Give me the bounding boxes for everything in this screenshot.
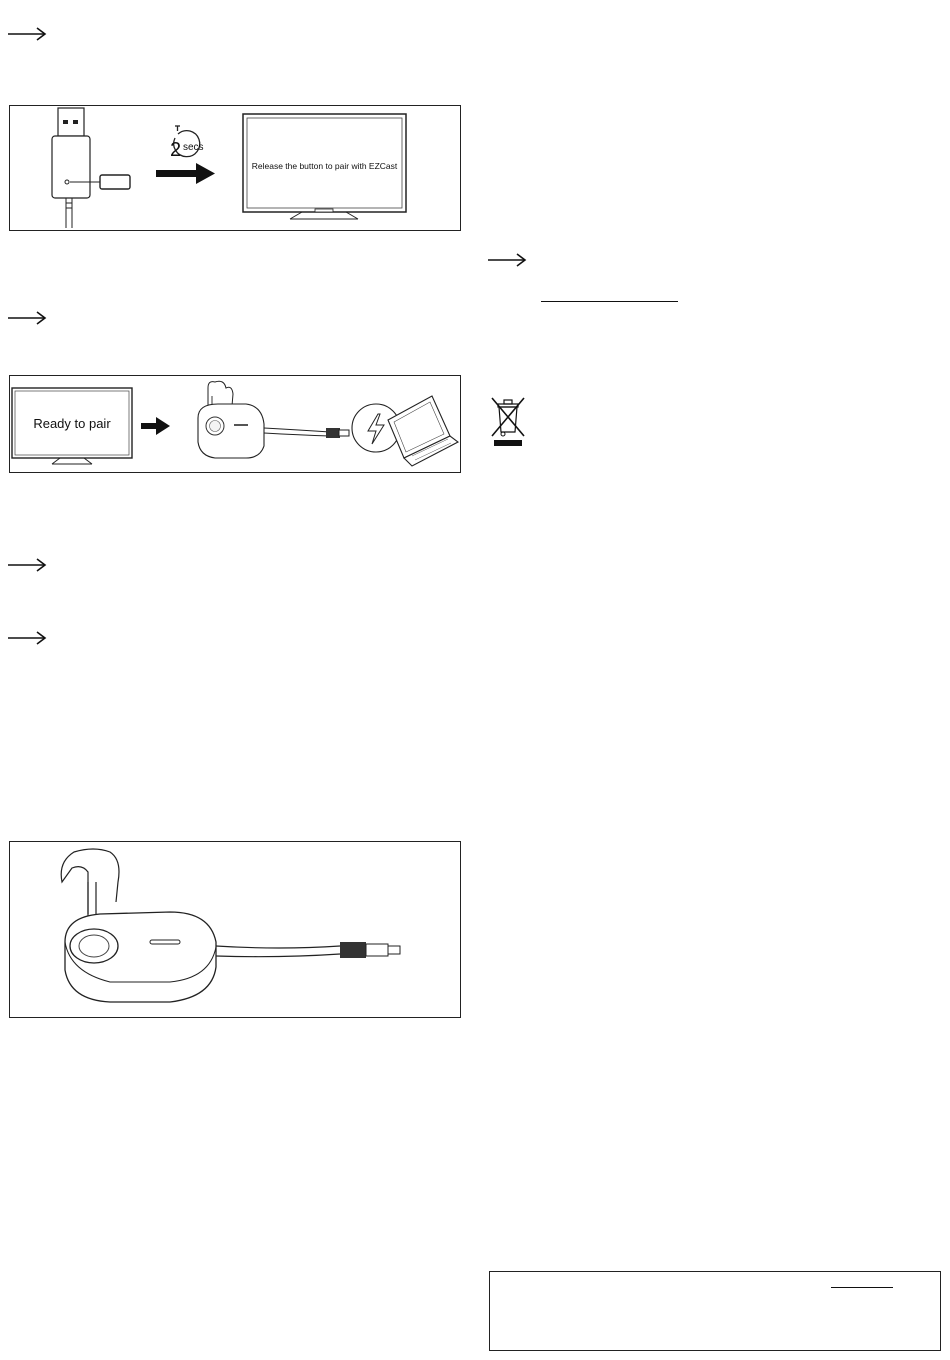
- timer-unit: secs: [183, 142, 204, 153]
- arrow-right-icon: [8, 630, 48, 646]
- tv-release-message: Release the button to pair with EZCast: [251, 161, 398, 171]
- footer-link-underline[interactable]: [831, 1287, 893, 1288]
- timer-value: 2: [170, 139, 182, 161]
- arrow-right-icon: [488, 252, 528, 268]
- arrow-right-icon: [8, 310, 48, 326]
- link-underline[interactable]: [541, 301, 678, 302]
- figure-usb-pairing: [9, 105, 461, 231]
- tv-ready-message: Ready to pair: [33, 416, 111, 431]
- button-device-illustration: [10, 842, 460, 1017]
- figure-press-button: [9, 841, 461, 1018]
- figure-ready-to-pair: [9, 375, 461, 473]
- footer-note-box: [489, 1271, 941, 1351]
- arrow-right-icon: [8, 26, 48, 42]
- crossed-out-bin-icon: [490, 396, 526, 448]
- arrow-right-icon: [8, 557, 48, 573]
